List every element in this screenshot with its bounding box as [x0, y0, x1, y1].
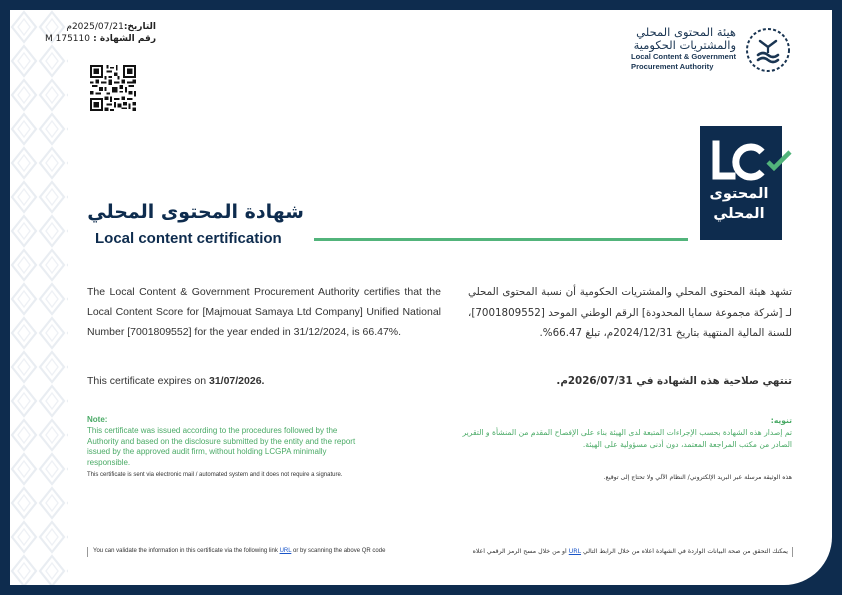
- badge-text-ar-line1: المحتوى: [709, 186, 769, 202]
- certification-text-ar: تشهد هيئة المحتوى المحلي والمشتريات الحكومية أن نسبة المحتوى المحلي لـ [شركة مجموعة سمايا المحدودة] الرقم الوطني الموحد [7001809552]، للسنة المالية المنتهية بتاريخ 2024/12/31م، تبلغ 66.47%.: [468, 286, 792, 339]
- organization-name-en: [631, 52, 743, 71]
- footer-suffix-en: or by scanning the above QR code: [293, 548, 386, 554]
- note-text-ar: تم إصدار هذه الشهادة بحسب الإجراءات المتبعة لدى الهيئة بناء على الإفصاح المقدم من المنشأة و التقرير الصادر من مكتب المراجعة المعتمد، دون أدنى مسؤولية على الهيئة.: [462, 428, 792, 449]
- authority-seal-icon: [744, 26, 792, 74]
- org-name-ar-line1: هيئة المحتوى المحلي: [636, 25, 736, 39]
- note-title-en: Note:: [87, 415, 108, 424]
- date-value: 2025/07/21م: [66, 22, 124, 32]
- expiry-prefix-en: This certificate expires on: [87, 375, 207, 387]
- note-text-en: This certificate was issued according to the procedures followed by the Authority and based on the disclosure submitted by the entity and the report issued by the approved audit firm, without holding LCGPA minimally responsible.: [87, 425, 356, 468]
- certificate-number: [40, 34, 156, 44]
- validation-link-ar[interactable]: URL: [568, 548, 582, 555]
- org-name-ar-line2: والمشتريات الحكومية: [633, 38, 736, 52]
- badge-text-ar-line2: المحلي: [713, 206, 765, 222]
- qr-code-icon[interactable]: [90, 64, 136, 112]
- local-content-badge: [700, 126, 782, 240]
- expiry-date-en: 31/07/2026.: [208, 375, 265, 387]
- number-label: رقم الشهادة :: [93, 34, 156, 44]
- decorative-pattern-icon: [10, 10, 68, 585]
- expiry-text-en: [87, 375, 387, 387]
- org-name-en-line1: Local Content & Government: [631, 52, 737, 61]
- note-ar: [462, 415, 792, 451]
- footer-divider-left: [87, 547, 88, 557]
- footer-divider-right: [792, 547, 793, 557]
- title-en: Local content certification: [95, 230, 282, 247]
- signature-note-ar: هذه الوثيقة مرسلة عبر البريد الإلكتروني/ النظام الآلي ولا تحتاج إلى توقيع.: [603, 474, 792, 481]
- validation-link-en[interactable]: URL: [279, 548, 292, 554]
- note-en: [87, 415, 369, 469]
- footer-prefix-ar: يمكنك التحقق من صحة البيانات الواردة في الشهادة أعلاه من خلال الرابط التالي: [583, 548, 788, 555]
- signature-note-en: This certificate is sent via electronic mail / automated system and it does not require a signature.: [87, 472, 343, 478]
- footer-prefix-en: You can validate the information in this certificate via the following link: [93, 548, 278, 554]
- footer-validation-en: [93, 548, 453, 554]
- footer-suffix-ar: أو من خلال مسح الرمز الرقمي أعلاه: [472, 548, 567, 555]
- expiry-text-ar: تنتهي صلاحية هذه الشهادة في 2026/07/31م.: [556, 375, 792, 387]
- certification-text-en: The Local Content & Government Procurement Authority certifies that the Local Content Score for [Majmouat Samaya Ltd Company] Unified National Number [7001809552] for the year ended in 31/12/2024, is 66.47%.: [87, 286, 441, 338]
- title-ar: شهادة المحتوى المحلي: [87, 201, 304, 223]
- org-name-en-line2: Procurement Authority: [631, 61, 714, 71]
- date-label: التاريخ:: [123, 22, 156, 32]
- title-underline: [314, 238, 688, 241]
- number-value: M 175110: [45, 34, 90, 44]
- badge-text-ar: [704, 184, 774, 224]
- note-title-ar: تنويه:: [770, 416, 792, 425]
- footer-validation-ar: [470, 548, 788, 555]
- certificate-date: [40, 22, 156, 32]
- organization-name-ar: [600, 26, 736, 52]
